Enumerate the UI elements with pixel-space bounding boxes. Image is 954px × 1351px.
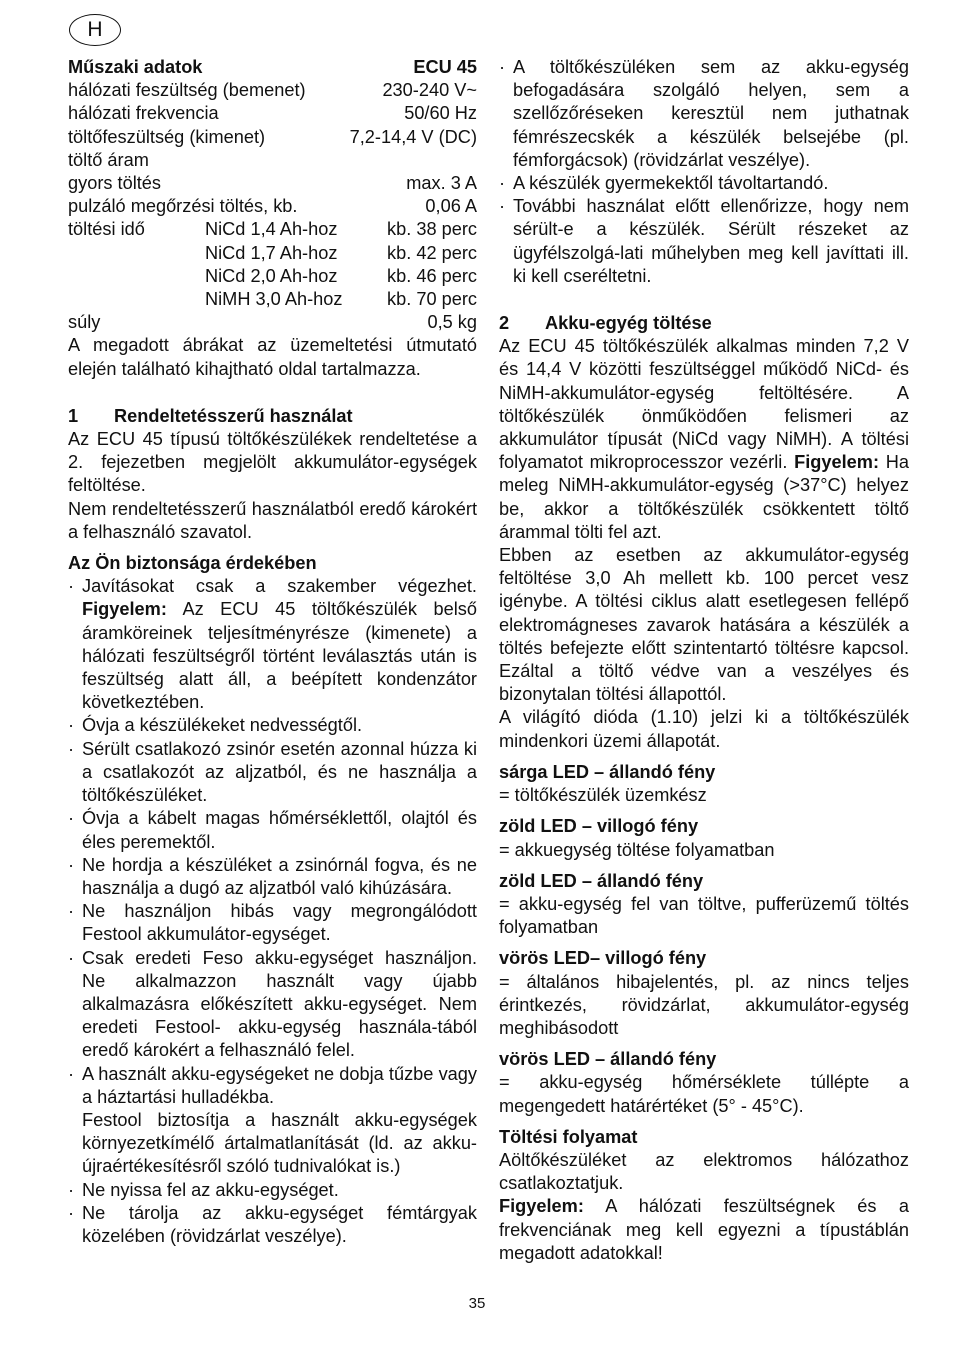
charge-row: NiCd 1,7 Ah-hoz kb. 42 perc xyxy=(205,242,477,263)
charge-row: NiMH 3,0 Ah-hoz kb. 70 perc xyxy=(205,289,477,310)
list-item: · A készülék gyermekektől távoltartandó. xyxy=(499,172,909,195)
led-status: zöld LED – villogó fény = akkuegység töltése folyamatban xyxy=(499,816,775,860)
specs-note: A megadott ábrákat az üzemeltetési útmutató elején található kihajtható oldal tartalmazza. xyxy=(68,335,477,379)
list-item: · Óvja a kábelt magas hőmérséklettől, olajtól és éles peremektől. xyxy=(68,807,477,853)
list-item: · A töltőkészüléken sem az akku-egység befogadására szolgáló helyen, sem a szellőzőréseken keresztül nem juthatnak fémrészecskék a készülék belsejébe (pl. fémforgácsok) (rövidzárlat veszélye). xyxy=(499,56,909,172)
paragraph: Ebben az esetben az akkumulátor-egység feltöltése 3,0 Ah mellett kb. 100 percet vesz igénybe. A töltési ciklus alatt esetlegesen fellépő elektromágneses zavarok hatására a készülék a töltés befejezte előtt szintentartó töltésre kapcsol. Ezáltal a töltő védve van a veszélyes és bizonytalan töltési állapottól. xyxy=(499,545,909,705)
spec-row: hálózati frekvencia 50/60 Hz xyxy=(68,103,477,124)
right-column xyxy=(499,56,909,1265)
section-heading-1: 1 Rendeltetésszerű használat xyxy=(68,405,353,426)
specs-heading: Műszaki adatok ECU 45 xyxy=(68,56,477,79)
list-item: · Ne hordja a készüléket a zsinórnál fogva, és ne használja a dugó az aljzatból való kihúzására. xyxy=(68,854,477,900)
list-item: · Ne nyissa fel az akku-egységet. xyxy=(68,1179,477,1202)
paragraph: Figyelem: A hálózati feszültségnek és a frekvenciának meg kell egyezni a típustáblán megadott adatokkal! xyxy=(499,1196,909,1263)
list-item: · Csak eredeti Feso akku-egységet használjon. Ne alkalmazzon használt vagy újabb alkalmazásra előkészített akku-egységet. Nem eredeti Festool- akku-egység használa-tából eredő károkért a felhasználó felel. xyxy=(68,947,477,1063)
list-item: · A használt akku-egységeket ne dobja tűzbe vagy a háztartási hulladékba. Festool biztosítja a használt akku-egységek környezetkímélő ártalmatlanítását (ld. az akku-újraértékesítésről szóló tudnivalókat is.) xyxy=(68,1063,477,1179)
charge-row: NiCd 2,0 Ah-hoz kb. 46 perc xyxy=(205,265,477,286)
model-name: ECU 45 xyxy=(413,57,477,77)
paragraph: A világító dióda (1.10) jelzi ki a töltőkészülék mindenkori üzemi állapotát. xyxy=(499,707,909,751)
list-item: · Óvja a készülékeket nedvességtől. xyxy=(68,714,477,737)
list-item: · Javításokat csak a szakember végezhet. Figyelem: Az ECU 45 töltőkészülék belső áramköreinek teljesítményrésze (kimenete) a hálózati feszültségről történt leválasztás után is feszültség alatt áll, a beépített kondenzátor következtében. xyxy=(68,575,477,714)
charging-heading: Töltési folyamat xyxy=(499,1126,638,1147)
list-item: · Ne tárolja az akku-egységet fémtárgyak közelében (rövidzárlat veszélye). xyxy=(68,1202,477,1248)
led-status: vörös LED – állandó fény = akku-egység hőmérséklete túllépte a megengedett határértéket (5° - 45°C). xyxy=(499,1049,909,1116)
paragraph: Az ECU 45 típusú töltőkészülékek rendeltetése a 2. fejezetben megjelölt akkumulátor-egységek feltöltése. xyxy=(68,429,477,496)
list-item: · Ne használjon hibás vagy megrongálódott Festool akkumulátor-egységet. xyxy=(68,900,477,946)
spec-row: hálózati feszültség (bemenet) 230-240 V~ xyxy=(68,80,477,101)
paragraph: Aöltőkészüléket az elektromos hálózathoz csatlakoztatjuk. xyxy=(499,1149,909,1194)
safety-list-continued xyxy=(499,56,909,288)
language-badge: H xyxy=(69,14,121,46)
safety-list xyxy=(68,575,477,1248)
list-item: · További használat előtt ellenőrizze, hogy nem sérült-e a készülék. Sérült részeket az ügyfélszolgá-lati műhelyben meg kell javíttati ill. ki kell cseréltetni. xyxy=(499,195,909,288)
led-status: zöld LED – állandó fény = akku-egység fel van töltve, pufferüzemű töltés folyamatban xyxy=(499,870,909,938)
list-item: · Sérült csatlakozó zsinór esetén azonnal húzza ki a csatlakozót az aljzatból, és ne használja a töltőkészüléket. xyxy=(68,738,477,808)
page-number: 35 xyxy=(468,1295,486,1312)
spec-row: gyors töltés max. 3 A xyxy=(68,173,477,194)
spec-row: pulzáló megőrzési töltés, kb. 0,06 A xyxy=(68,196,477,217)
paragraph: Az ECU 45 töltőkészülék alkalmas minden 7,2 V és 14,4 V közötti feszültséggel működő NiCd- és NiMH-akkumulátor-egység feltöltésére. A töltőkészülék önműködően felismeri az akkumulátor típusát (NiCd vagy NiMH). A töltési folyamatot mikroprocesszor vezérli. Figyelem: Ha meleg NiMH-akkumulátor-egység (>37°C) helyez be, akkor a töltőkészülék csökkentett töltő árammal tölti fel azt. xyxy=(499,336,909,542)
spec-current-label: töltő áram xyxy=(68,149,149,170)
section-heading-2: 2 Akku-egyég töltése xyxy=(499,313,712,334)
led-status: vörös LED– villogó fény = általános hibajelentés, pl. az nincs teljes érintkezés, rövidzárlat, akkumulátor-egység meghibásodott xyxy=(499,948,909,1038)
led-status: sárga LED – állandó fény = töltőkészülék üzemkész xyxy=(499,761,716,806)
safety-heading: Az Ön biztonsága érdekében xyxy=(68,553,317,574)
left-column xyxy=(68,56,477,1248)
charge-row: töltési idő NiCd 1,4 Ah-hoz kb. 38 perc xyxy=(68,218,477,241)
spec-row: töltőfeszültség (kimenet) 7,2-14,4 V (DC) xyxy=(68,126,477,147)
paragraph: Nem rendeltetésszerű használatból eredő károkért a felhasználó szavatol. xyxy=(68,498,477,542)
charge-time-label: töltési idő xyxy=(68,219,145,240)
spec-row-weight: súly 0,5 kg xyxy=(68,312,477,333)
